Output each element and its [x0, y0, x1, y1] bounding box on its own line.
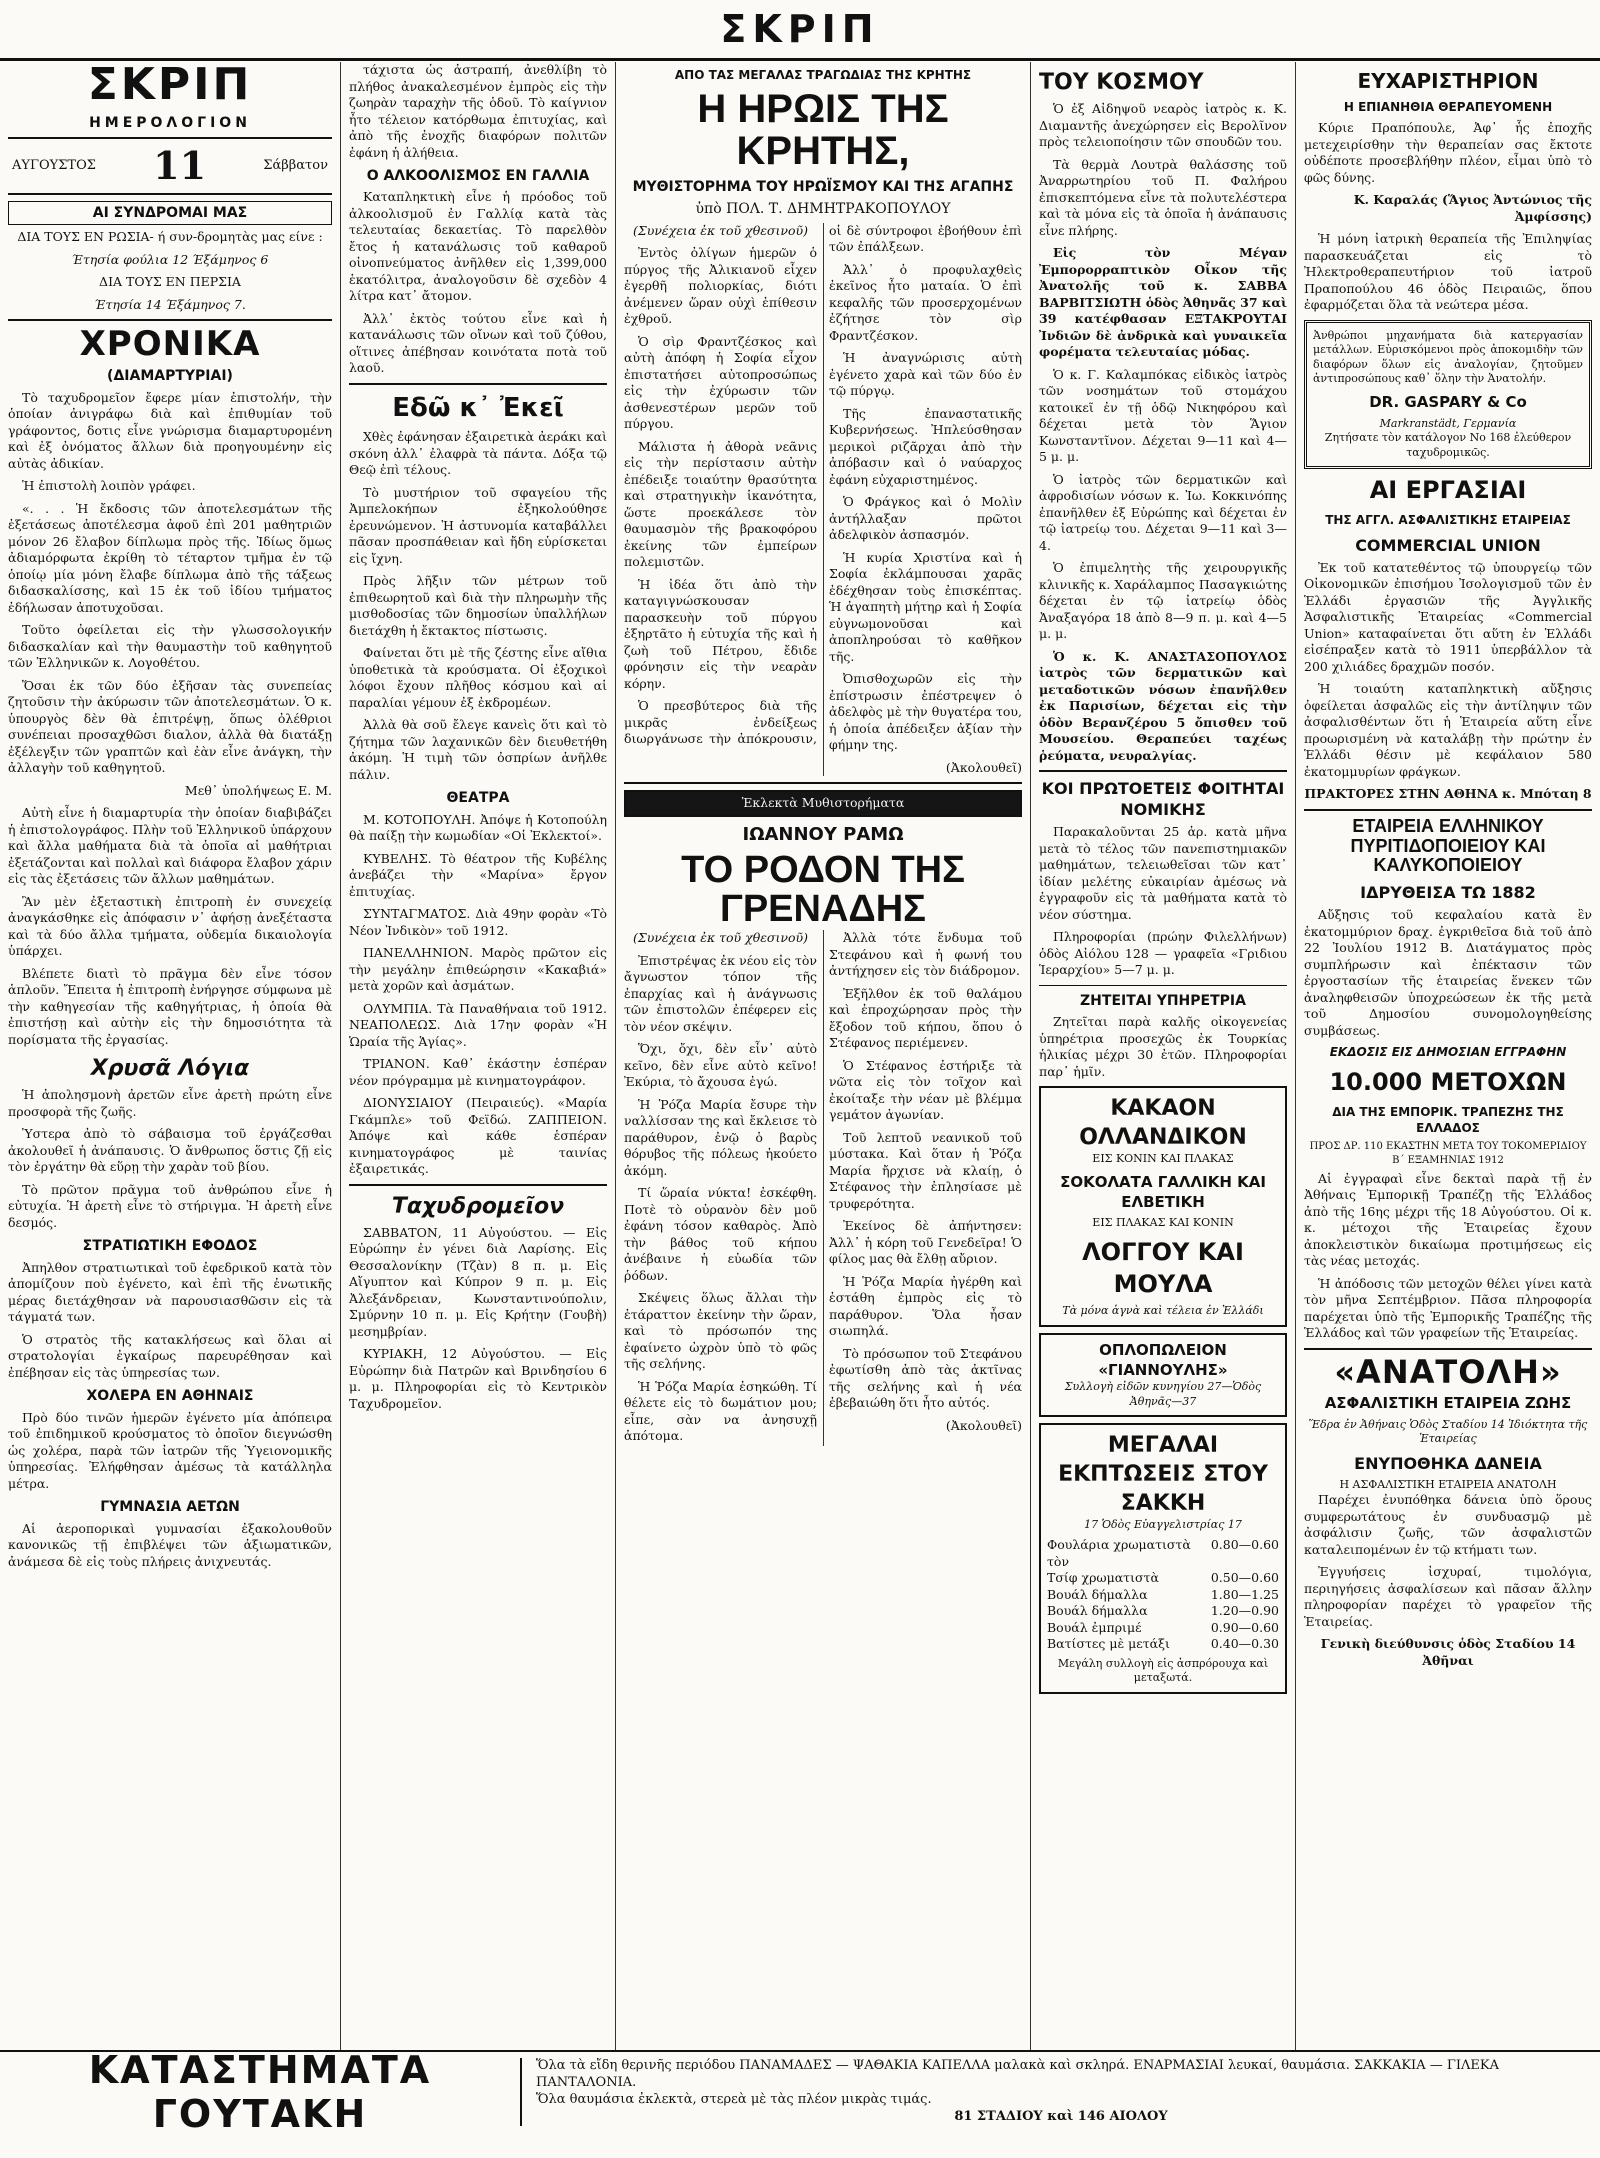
gaspary-text: Ἀνθρώποι μηχανήματα διὰ κατεργασίαν μετάλλων. Εὑρισκόμενοι πρὸς ἀποκομιδὴν τῶν διαφόρων ὅλων εἰς ἀναλογίαν, ζητοῦμεν ἀντιπροσώπους καθ᾽ ὅλην τὴν Ἀνατολήν.: [1313, 328, 1583, 386]
works-title: ΑΙ ΕΡΓΑΣΙΑΙ: [1369, 476, 1527, 505]
heroine-p11: Ὀπισθοχωρῶν εἰς τὴν ἐπίστρωσιν ἐπέστρεψεν ὁ ἀδελφὸς μὲ τὴν θυγατέρα του, ἡ ὁποία ἀπέδειξεν ἀξίαν τὴν φήμην της.: [829, 671, 1022, 753]
serial-p11: Ἐκείνος δὲ ἀπήντησεν: Ἀλλ᾽ ἡ κόρη τοῦ Γενεδεῖρα! Ὁ φίλος μας θὰ ἔλθῃ αὔριον.: [829, 1218, 1022, 1267]
cholera-title: ΧΟΛΕΡΑ ΕΝ ΑΘΗΝΑΙΣ: [86, 1388, 254, 1405]
world-p5: Ὁ ἰατρὸς τῶν δερματικῶν καὶ ἀφροδισίων νόσων κ. Ἰω. Κοκκινόπης ἐπανῆλθεν ἐξ Εὐρώπης καὶ δέχεται ἐν τῷ ἰατρείῳ του. Δέχεται 9—11 καὶ 3—4.: [1039, 471, 1287, 553]
world-p1: Ὁ ἐξ Αἰδηψοῦ νεαρὸς ἰατρὸς κ. Κ. Διαμαντῆς ἀνεχώρησεν εἰς Βερολῖνον πρὸς τελειοποίησιν τῶν σπουδῶν του.: [1039, 101, 1287, 150]
serial-p9: Ὁ Στέφανος ἐστήριξε τὰ νῶτα εἰς τὸν τοῖχον καὶ ἐκοίταξε τὴν νέαν μὲ βλέμμα γεμάτον ἀγωνίαν.: [829, 1057, 1022, 1123]
heroine-p5: Ὁ πρεσβύτερος διὰ τῆς μικρᾶς ἐνδείξεως διωργάνωσε τὴν ἀπόκρουσιν, οἱ δὲ σύντροφοι ἐβοήθουν ἐπὶ τῶν ἐπάλξεων.: [624, 222, 1022, 747]
date-month: ΑΥΓΟΥΣΤΟΣ: [12, 158, 96, 174]
goutakis-address: 81 ΣΤΑΔΙΟΥ καὶ 146 ΑΙΟΛΟΥ: [954, 2108, 1168, 2124]
works-p1: Ἐκ τοῦ κατατεθέντος τῷ ὑπουργείῳ τῶν Οἰκονομικῶν ἐπισήμου Ἰσολογισμοῦ τῶν ἐν Ἑλλάδι ἐργασιῶν τῆς Ἀγγλικῆς Ἀσφαλιστικῆς Ἑταιρείας «Commercial Union» καταφαίνεται ὅτι αὕτη ἐν Ἑλλάδι εἰσέπραξεν κατὰ τὸ 1911 ὑπερβάλλον τὰ 200 χιλιάδες δραχμῶν ποσόν.: [1304, 559, 1592, 674]
theatre-p4: ΠΑΝΕΛΛΗΝΙΟΝ. Μαρὸς πρῶτον εἰς τὴν μεγάλην ἐπιθεώρησιν «Κακαβιά» μετὰ χορῶν καὶ ἀσμάτων.: [349, 945, 607, 994]
maid-p1: Ζητεῖται παρὰ καλῆς οἰκογενείας ὑπηρέτρια προσεχῶς ἐκ Τουρκίας ἡλικίας μέχρι 30 ἐτῶν. Πληροφορίαι παρ᾽ ἡμῖν.: [1039, 1014, 1287, 1079]
heroine-p2: Ὁ σὶρ Φραντζέσκος καὶ αὐτὴ ἀπόφη ἡ Σοφία εἶχον ἐπιστατήσει αὐτοπροσώπως εἰς τὴν ἐχύρωσιν τῶν ἀσθενεστέρων μερῶν τοῦ πύργου.: [624, 333, 817, 432]
edo-title: Εδῶ κ᾽ Ἐκεῖ: [392, 392, 564, 423]
serial-author: ΙΩΑΝΝΟΥ ΡΑΜΩ: [742, 823, 904, 845]
column-center: [615, 62, 1030, 2132]
heroine-p3: Μάλιστα ἡ ἀθορὰ νεᾶνις εἰς τὴν περίστασιν αὐτὴν ἐπέδειξε τοιαύτην θρασύτητα καὶ στρατηγικὴν ἱκανότητα, ὥστε προεκάλεσε τὸν θαυμασμὸν τῆς βρακοφόρου ἐκείνης τῶν ἐμπείρων πολεμιστῶν.: [624, 438, 817, 570]
cocoa-subtitle: ΕΙΣ ΚΟΝΙΝ ΚΑΙ ΠΛΑΚΑΣ: [1092, 1152, 1234, 1166]
serial-p3: Ἡ Ῥόζα Μαρία ἔσυρε τὴν ναλλίσσαν της καὶ ἔκλεισε τὸ παράθυρον, ἐνῷ ὁ βαρὺς θόρυβος τῆς πόλεως ἠκούετο ἀκόμη.: [624, 1096, 817, 1178]
sale-address: 17 Ὁδὸς Εὐαγγελιστρίας 17: [1084, 1518, 1242, 1532]
sale-item: Βουάλ δήμαλλα 1.20—0.90: [1047, 1603, 1279, 1618]
masthead: [0, 0, 1600, 61]
chronika-title: ΧΡΟΝΙΚΑ: [79, 324, 261, 365]
cocoa-title: ΚΑΚΑΟΝ ΟΛΛΑΝΔΙΚΟΝ: [1079, 1096, 1247, 1151]
world-title: ΤΟΥ ΚΟΣΜΟΥ: [1039, 70, 1204, 95]
world-p4: Ὁ κ. Γ. Καλαμπόκας εἰδικὸς ἰατρὸς τῶν νοσημάτων τοῦ στομάχου κατοικεῖ ἐν τῇ ὁδῷ Νικηφόρου καὶ δέχεται μετὰ τὸν Ἅγιον Κωνσταντῖνον. Δέχεται 9—11 καὶ 4—5 μ. μ.: [1039, 366, 1287, 465]
masthead-title: ΣΚΡΙΠ: [720, 7, 880, 51]
heroine-body: [624, 223, 1022, 777]
gaspary-brand: DR. GASPARY & Co: [1369, 392, 1527, 411]
gaspary-address: Markranstädt, Γερμανία: [1379, 416, 1517, 430]
cart-title: ΕΤΑΙΡΕΙΑ ΕΛΛΗΝΙΚΟΥ ΠΥΡΙΤΙΔΟΠΟΙΕΙΟΥ ΚΑΙ ΚΑΛΥΚΟΠΟΙΕΙΟΥ: [1350, 815, 1546, 876]
sale-item: Τσίφ χρωματιστὰ 0.50—0.60: [1047, 1570, 1279, 1585]
students-p1: Παρακαλοῦνται 25 ἀρ. κατὰ μῆνα μετὰ τὸ τέλος τῶν πανεπιστημιακῶν μαθημάτων, τελειωθεῖσαι τῶν κατ᾽ ἰδίαν μελέτης εὐκαιρίαν ἀμέσως νὰ ἐγγραφοῦν εἰς τὰ μαθήματα κατὰ τὸ νέον σύστημα.: [1039, 824, 1287, 922]
brand-note: Τὰ μόνα ἁγνὰ καὶ τέλεια ἐν Ἑλλάδι: [1062, 1304, 1264, 1318]
logo: ΣΚΡΙΠ: [87, 62, 253, 110]
heroine-kicker: ΑΠΟ ΤΑΣ ΜΕΓΑΛΑΣ ΤΡΑΓΩΔΙΑΣ ΤΗΣ ΚΡΗΤΗΣ: [674, 68, 972, 82]
column-left: [0, 62, 340, 2132]
golden-p3: Τὸ πρῶτον πρᾶγμα τοῦ ἀνθρώπου εἶνε ἡ εὐτυχία. Ἡ ἀρετὴ εἶνε τὸ στήριγμα. Ἡ ἀρετὴ εἶνε δεσμός.: [8, 1181, 332, 1230]
alcohol-p2: Ἀλλ᾽ ἐκτὸς τούτου εἶνε καὶ ἡ κατανάλωσις τῶν οἴνων καὶ τοῦ ζύθου, οἵτινες ἀπέβησαν κοινότατα ποτὰ τοῦ λαοῦ.: [349, 310, 607, 376]
serial-p5: Σκέψεις ὅλως ἄλλαι τὴν ἐτάραττον ἐκείνην τὴν ὥραν, καὶ τὸ πρόσωπόν της ἐφαίνετο ὠχρὸν ὑπὸ τὸ φῶς τῆς σελήνης.: [624, 1290, 817, 1372]
theatre-p6: ΤΡΙΑΝΟΝ. Καθ᾽ ἑκάστην ἑσπέραν νέον πρόγραμμα μὲ κινηματογράφον.: [349, 1056, 607, 1088]
date-day: 11: [153, 142, 207, 188]
anatoli-p1: Παρέχει ἐνυπόθηκα δάνεια ὑπὸ ὅρους συμφερωτάτους ἐν συνδυασμῷ μὲ ἀσφάλισιν ζωῆς, τῶν ἀσφαλιστῶν καταλειπομένων ἐν τῷ κτήματι των.: [1304, 1492, 1592, 1557]
heroine-p10: Ἡ κυρία Χριστίνα καὶ ἡ Σοφία ἐκλάμπουσαι χαρᾶς ἐδέχθησαν τοὺς ἐπισκέπτας. Ἡ ἀγαπητὴ μήτηρ καὶ ἡ Σοφία εὐγνωμονοῦσαι καὶ ἀποπληρούσαι τὸ καθῆκον τῆς.: [829, 549, 1022, 664]
mail-p2: ΚΥΡΙΑΚΗ, 12 Αὐγούστου. — Εἰς Εὐρώπην διὰ Πατρῶν καὶ Βρινδησίου 6 μ. μ. Πληροφορίαι εἰς τὸ Κεντρικὸν Ταχυδρομεῖον.: [349, 1346, 607, 1411]
edo-p2: Τὸ μυστήριον τοῦ σφαγείου τῆς Ἀμπελοκήπων ἐξηκολούθησε ἐρευνώμενον. Ἡ ἀστυνομία καταβάλλει πᾶσαν προσπάθειαν καὶ ἤδη εὑρίσκεται εἰς ἴχνη.: [349, 484, 607, 566]
heroine-p7: Ἡ ἀναγνώρισις αὐτὴ ἐγένετο χαρὰ καὶ τῶν δύο ἐν τῷ πύργῳ.: [829, 350, 1022, 399]
alcohol-title: Ο ΑΛΚΟΟΛΙΣΜΟΣ ΕΝ ΓΑΛΛΙΑ: [366, 168, 590, 184]
anatoli-address: Ἕδρα ἐν Ἀθήναις Ὁδὸς Σταδίου 14 Ἰδιόκτητα τῆς Ἑταιρείας: [1308, 1417, 1588, 1446]
theatre-p1: Μ. ΚΟΤΟΠΟΥΛΗ. Ἀπόψε ἡ Κοτοπούλη θὰ παίξῃ τὴν κωμωδίαν «Οἱ Ἐκλεκτοί».: [349, 811, 607, 844]
goutakis-line-2: Ὅλα θαυμάσια ἐκλεκτὰ, στερεὰ μὲ τὰς πλέον μικρὰς τιμάς.: [536, 2092, 932, 2107]
serial-p8: Ἐξῆλθον ἐκ τοῦ θαλάμου καὶ ἐπροχώρησαν πρὸς τὴν ἔξοδον τοῦ κήπου, ὅπου ὁ Στέφανος περιέμενεν.: [829, 985, 1022, 1051]
works-agents: ΠΡΑΚΤΟΡΕΣ ΣΤΗΝ ΑΘΗΝΑ κ. Μπόταη 8: [1304, 786, 1592, 802]
chronika-p3: «. . . Ἡ ἔκδοσις τῶν ἀποτελεσμάτων τῆς ἐξετάσεως ἀποτέλεσμα ἀφοῦ ἐπὶ 201 μαθητριῶν μόνον 26 ἔλαβον δίπλωμα πρὸς τῆς. Ἰδίως ὅμως ἀδιαμόρφωτα ἐκρίθη τὸ τέταρτον τμῆμα ἐν τῷ ὁποίῳ μία μόνη ἔλαβε δίπλωμα ἀπὸ τῆς τάξεως διδασκαλίσσης, καὶ 15 ἐκ τοῦ ἰδίου τμήματος ἐδήλωσαν ἀποτυχοῦσαι.: [8, 500, 332, 615]
theatre-p2: ΚΥΒΕΛΗΣ. Τὸ θέατρον τῆς Κυβέλης ἀνεβάζει τὴν «Μαρίνα» ἔργον ἐπιτυχίας.: [349, 850, 607, 899]
thanks-p1: Κύριε Πραπόπουλε, Ἀφ᾽ ἧς ἐποχῆς μετεχειρίσθην τὴν θεραπείαν σας ἔκτοτε οὐδέποτε προσεβλήθην πλέον, εἶμαι ὑπὸ τὸ φῶς δύνης.: [1304, 120, 1592, 185]
goutakis-details: [520, 2058, 1600, 2126]
heroine-p6: Ἀλλ᾽ ὁ προφυλαχθεὶς ἐκεῖνος ἦτο ματαία. Ὁ ἐπὶ κεφαλῆς τῶν προσερχομένων ἐζήτησε τὸν σὶρ Φραντζέσκον.: [829, 261, 1022, 343]
theatre-p5: ΟΛΥΜΠΙΑ. Τὰ Παναθήναια τοῦ 1912. ΝΕΑΠΟΛΕΩΣ. Διὰ 17ην φορὰν «Ἡ Ὡραία τῆς Ἁγίας».: [349, 1000, 607, 1049]
heroine-subtitle: ΜΥΘΙΣΤΟΡΗΜΑ ΤΟΥ ΗΡΩΪΣΜΟΥ ΚΑΙ ΤΗΣ ΑΓΑΠΗΣ: [632, 178, 1014, 195]
golden-p2: Ὑστερα ἀπὸ τὸ σάβαισμα τοῦ ἐργάζεσθαι ἀκολουθεῖ ἡ ἀνάπαυσις. Ὁ ἄνθρωπος ὅστις ζῇ εἰς τὸν ἐργάτην θὰ εὕρῃ τὴν χαρὰν τοῦ βίου.: [8, 1126, 332, 1175]
cart-shares: 10.000 ΜΕΤΟΧΩΝ: [1329, 1068, 1567, 1097]
world-p3: Εἰς τὸν Μέγαν Ἐμπορορραπτικὸν Οἶκον τῆς Ἀνατολῆς τοῦ κ. ΣΑΒΒΑ ΒΑΡΒΙΤΣΙΩΤΗ ὁδὸς Ἀθηνᾶς 37 καὶ 39 κατέφθασαν ΕΞΤΑΚΡΟΥΤΑΙ Ἰνδιῶν δὲ ἀνδρικὰ καὶ γυναικεῖα φορέματα τελευταίας μόδας.: [1039, 245, 1287, 360]
golden-title: Χρυσᾶ Λόγια: [90, 1056, 250, 1082]
cholera-p1: Πρὸ δύο τινῶν ἡμερῶν ἐγένετο μία ἀπόπειρα τοῦ ἐπιδημικοῦ κρούσματος τὸ ὁποῖον διεγνώσθη ὡς χολέρα, παρὰ τῶν ἰατρῶν τῆς Ὑγειονομικῆς ὑπηρεσίας. Ἐλήφθησαν ἀμέσως τὰ κατάλληλα μέτρα.: [8, 1409, 332, 1491]
cocoa-ad: [1039, 1086, 1287, 1327]
calendar-label: ΗΜΕΡΟΛΟΓΙΟΝ: [89, 115, 251, 132]
sale-title: ΜΕΓΑΛΑΙ ΕΚΠΤΩΣΕΙΣ ΣΤΟΥ ΣΑΚΚΗ: [1058, 1433, 1268, 1517]
chronika-p7: Ἂν μὲν ἐξεταστικὴ ἐπιτροπὴ ἐν συνεχείᾳ ἀναγκάσθηκε εἰς ἀπόφασιν ν᾽ ἀφήσῃ ἀνεξέταστα καὶ τὰ δύο ἄλλα τμήματα, οὐδεμία δικαιολογία ὑπάρχει.: [8, 893, 332, 959]
sub-persia: ΔΙΑ ΤΟΥΣ ΕΝ ΠΕΡΣΙΑ: [99, 274, 241, 290]
theatre-p7: ΔΙΟΝΥΣΙΑΙΟΥ (Πειραιεύς). «Μαρία Γκάμπλε» τοῦ Φεϊδώ. ΖΑΠΠΕΙΟΝ. Ἀπόψε καὶ κάθε ἑσπέραν κινηματογράφος μὲ ταινίας ἐξαιρετικάς.: [349, 1095, 607, 1177]
works-brand: COMMERCIAL UNION: [1355, 535, 1541, 555]
cart-p3: Ἡ ἀπόδοσις τῶν μετοχῶν θέλει γίνει κατὰ τὸν μῆνα Σεπτέμβριον. Πᾶσα πληροφορία παρέχεται ὑπὸ τῆς Ἐμπορικῆς Τραπέζης τῆς Ἑλλάδος καὶ τῶν γραφείων τῆς Ἑταιρείας.: [1304, 1275, 1592, 1341]
chronika-p1: Τὸ ταχυδρομεῖον ἔφερε μίαν ἐπιστολήν, τὴν ὁποίαν ἀνιγράφω διὰ καὶ ἐπιθυμίαν τοῦ γράφοντος, δοτις εἶνε γνώρισμα διαμαρτυρομένη καὶ ἐξ ὀνόματος ἄλλων διὰ προηγουμένην εἰς αὐτὰς ἀδικίαν.: [8, 389, 332, 471]
cart-issue: ΕΚΔΟΣΙΣ ΕΙΣ ΔΗΜΟΣΙΑΝ ΕΓΓΡΑΦΗΝ: [1329, 1045, 1567, 1060]
maid-title: ΖΗΤΕΙΤΑΙ ΥΠΗΡΕΤΡΙΑ: [1080, 992, 1246, 1009]
brand-name: ΛΟΓΓΟΥ ΚΑΙ ΜΟΥΛΑ: [1082, 1237, 1244, 1298]
gun-subtitle: Συλλογὴ εἰδῶν κυνηγίου 27—Ὁδὸς Ἀθηνᾶς—37: [1064, 1380, 1262, 1408]
gym-p1: Αἱ ἀεροπορικαὶ γυμνασίαι ἐξακολουθοῦν κανονικῶς τῇ ἐπιβλέψει τῶν ἀξιωματικῶν, ἀνάμεσα δὲ εἰς τοὺς πλήρεις ἀνιχνευτάς.: [8, 1520, 332, 1569]
chronika-p8: Βλέπετε διατὶ τὸ πρᾶγμα δὲν εἶνε τόσον ἁπλοῦν. Ἔπειτα ἡ ἐπιτροπὴ ἐνήργησε σύμφωνα μὲ τὴν καθηγεσίαν τῆς καθηγήτριας, ἡ ὁποία θὰ ἐπιστήσῃ καὶ αὐτὴν εἰς τὴν δημοσιότητα τὰ πορίσματα τῆς ἐργασίας.: [8, 965, 332, 1047]
chronika-sign: Μεθ᾽ ὑπολήψεως Ε. Μ.: [184, 782, 332, 798]
heroine-author: ὑπὸ ΠΟΛ. Τ. ΔΗΜΗΤΡΑΚΟΠΟΥΛΟΥ: [695, 201, 951, 218]
heroine-p4: Ἡ ἰδέα ὅτι ἀπὸ τὴν καταγιγνώσκουσαν παρασκευὴν τοῦ πύργου ἐξηρτᾶτο ἡ εὐτυχία τῆς καὶ ἡ ζωὴ τοῦ Πέτρου, ἔδιδε φρόνησιν εἰς τὴν νεαρὰν κόρην.: [624, 576, 817, 691]
world-p6: Ὁ ἐπιμελητὴς τῆς χειρουργικῆς κλινικῆς κ. Χαράλαμπος Πασαγκιώτης δέχεται ἐν τῷ ἰατρείῳ ὁδὸς Ἀναξαγόρα 18 ἀπὸ 8—9 π. μ. καὶ 4—5 μ. μ.: [1039, 560, 1287, 642]
sub-russia: ΔΙΑ ΤΟΥΣ ΕΝ ΡΩΣΙΑ- ή συν-δρομητὰς μας είνε :: [17, 229, 323, 245]
works-p2: Ἡ τοιαύτη καταπληκτικὴ αὔξησις ὀφείλεται ἀσφαλῶς εἰς τὴν ἀντίληψιν τῶν ἀσφαλισθέντων ὅτι ἡ Ἑταιρεία αὕτη εἶνε προωρισμένη νὰ καταλάβῃ τὴν πρώτην ἐν Ἑλλάδι θέσιν μὲ κεφάλαιον 580 ἑκατομμυρίων φράγκων.: [1304, 681, 1592, 779]
military-p1: Ἀπηλθον στρατιωτικαὶ τοῦ ἐφεδρικοῦ κατὰ τὸν ἀπομίζουν ποὺ ἐγένετο, καὶ ἐπὶ τῆς ἐνωτικῆς μέρας διετάχθησαν νὰ παρουσιασθῶσιν εἰς τὰ τάγματά των.: [8, 1259, 332, 1325]
cart-bank: ΔΙΑ ΤΗΣ ΕΜΠΟΡΙΚ. ΤΡΑΠΕΖΗΣ ΤΗΣ ΕΛΛΑΔΟΣ: [1332, 1104, 1564, 1135]
anatoli-company: Η ΑΣΦΑΛΙΣΤΙΚΗ ΕΤΑΙΡΕΙΑ ΑΝΑΤΟΛΗ: [1339, 1477, 1557, 1491]
heroine-end: (Ἀκολουθεῖ): [945, 759, 1022, 775]
students-p2: Πληροφορίαι (πρώην Φιλελλήνων) ὁδὸς Αἰόλου 128 — γραφεῖα «Γριδιου Ἱεραρχίου» 5—7 μ. μ.: [1039, 929, 1287, 978]
serial-p1: Ἐπιστρέψας ἐκ νέου εἰς τὸν ἄγνωστον τόπον τῆς ἐπαρχίας καὶ ἡ ἀνάγνωσις τῶν ἐπιστολῶν ἐπέφερεν εἰς τὸν νέον σκέψιν.: [624, 952, 817, 1034]
military-p2: Ὁ στρατὸς τῆς κατακλήσεως καὶ ὅλαι αἱ στρατολογίαι ἐγκαίρως παρευρέθησαν καὶ ἐπέβησαν εἰς τὰς ὑπηρεσίας των.: [8, 1331, 332, 1380]
heroine-cont: (Συνέχεια ἐκ τοῦ χθεσινοῦ): [633, 222, 808, 238]
serial-p4: Τί ὥραία νύκτα! ἐσκέφθη. Ποτὲ τὸ οὐρανὸν δὲν μοῦ ἐφάνη τόσον καθαρὸς. Ἀπὸ τὴν βάθος τοῦ κήπου ἀνέβαινε ἡ εὐωδία τῶν ῥόδων.: [624, 1185, 817, 1283]
column-right: [1295, 62, 1600, 2132]
cart-price: ΠΡΟΣ ΔΡ. 110 ΕΚΑΣΤΗΝ ΜΕΤΑ ΤΟΥ ΤΟΚΟΜΕΡΙΔΙΟΥ Β΄ ΕΞΑΜΗΝΙΑΣ 1912: [1309, 1141, 1587, 1166]
subscriptions-title: ΑΙ ΣΥΝΔΡΟΜΑΙ ΜΑΣ: [8, 201, 332, 225]
heroine-p8: Τῆς ἐπαναστατικῆς Κυβερνήσεως. Ἠπλεύσθησαν μερικοὶ ριζᾶρχαι ἀπὸ τὴν ἀπόβασιν καὶ ὁ ναύαρχος ἐφάνη εὐχαριστημένος.: [829, 405, 1022, 487]
sale-item: Βουάλ ἐμπριμέ 0.90—0.60: [1047, 1619, 1279, 1635]
golden-p1: Ἡ ἀπολησμονὴ ἀρετῶν εἶνε ἀρετὴ πρώτη εἶνε προσφορὰ τῆς ζωῆς.: [8, 1087, 332, 1119]
sale-note: Μεγάλη συλλογὴ εἰς ἀσπρόρουχα καὶ μεταξωτά.: [1057, 1656, 1269, 1685]
thanks-subtitle: Η ΕΠΙΑΝΗΘΙΑ ΘΕΡΑΠΕΥΟΜΕΝΗ: [1343, 100, 1553, 115]
mail-p1: ΣΑΒΒΑΤΟΝ, 11 Αὐγούστου. — Εἰς Εὐρώπην ἐν γένει διὰ Λαρίσης. Εἰς Θεσσαλονίκην (Τζὰν) 8 π. μ. Εἰς Αἴγυπτον καὶ Κύπρον 9 π. μ. Εἰς Ἀλεξάνδρειαν, Κωνσταντινούπολιν, Σμύρνην 10 π. μ. Εἰς Κρήτην (Γουβὴ) μεσημβρίαν.: [349, 1224, 607, 1339]
serial-p13: Τὸ πρόσωπον τοῦ Στεφάνου ἐφωτίσθη ἀπὸ τὰς ἀκτῖνας τῆς σελήνης καὶ ἡ νέα ἐβεβαιώθη ὅτι ἦτο αὐτός.: [829, 1345, 1022, 1411]
chronika-p4: Τοῦτο ὀφείλεται εἰς τὴν γλωσσολογικήν διδασκαλίαν καὶ τὴν θαυμαστὴν τοῦ καθηγητοῦ τῶν Ἑλληνικῶν κ. Λογοθέτου.: [8, 622, 332, 671]
chronika-subtitle: (ΔΙΑΜΑΡΤΥΡΙΑΙ): [107, 368, 233, 385]
date-box: [8, 137, 332, 195]
sale-ad: [1039, 1423, 1287, 1693]
heroine-p1: Ἐντὸς ὀλίγων ἡμερῶν ὁ πύργος τῆς Ἀλικιανοῦ εἶχεν ἐγερθῆ πολιορκίας, διότι ἀνέμενεν ὥραν οὐχὶ ἐπίθεσιν ἐχθροῦ.: [624, 245, 817, 327]
chronika-p6: Αὐτὴ εἶνε ἡ διαμαρτυρία τὴν ὁποίαν διαβιβάζει ἡ ἐπιστολογράφος. Πλὴν τοῦ Ἑλληνικοῦ ὑπάρχουν καὶ ἄλλα μαθήματα διὰ τὰ ὁποῖα αἱ μαθήτριαι ἐξετάζονται καὶ πολλαὶ καὶ διάφορα ἔλαβον χάριν εἰς τὰς ἐξετάσεις τῶν ἄλλων μαθημάτων.: [8, 805, 332, 887]
gaspary-ad: [1304, 320, 1592, 469]
serial-end: (Ἀκολουθεῖ): [945, 1417, 1022, 1433]
goutakis-line-1: Ὅλα τὰ εἴδη θερινῆς περιόδου ΠΑΝΑΜΑΔΕΣ — ΨΑΘΑΚΙΑ ΚΑΠΕΛΛΑ μαλακὰ καὶ σκληρά. ΕΝΑΡΜΑΣΙΑΙ λευκαί, θαυμάσια. ΣΑΚΚΑΚΙΑ — ΓΙΛΕΚΑ ΠΑΝΤΑΛΟΝΙΑ.: [536, 2058, 1499, 2091]
thanks-title: ΕΥΧΑΡΙΣΤΗΡΙΟΝ: [1357, 69, 1539, 93]
chronika-p5: Ὅσαι ἐκ τῶν δύο ἐξῆσαν τὰς συνεπείας ζητοῦσιν τὴν ἀκύρωσιν τῶν ἀποτελεσμάτων. Ὁ κ. ὑπουργὸς δὲν θὰ ἐπιτρέψῃ, ὅπως ὀλέθριοι συνέπειαι προσαχθῶσι διαλον, ἀλλὰ θὰ διατάξῃ ἐξέλεγξιν τῶν γραπτῶν καὶ ἐὰν εἶνε ἀνάγκη, τὴν ἀλλαγὴν τοῦ καθηγητοῦ.: [8, 677, 332, 776]
heroine-title: Η ΗΡΩΙΣ ΤΗΣ ΚΡΗΤΗΣ,: [697, 86, 949, 173]
military-title: ΣΤΡΑΤΙΩΤΙΚΗ ΕΦΟΔΟΣ: [82, 1238, 258, 1255]
bottom-ad-band: [0, 2048, 1600, 2136]
alcohol-p1: Καταπληκτικὴ εἶνε ἡ πρόοδος τοῦ ἀλκοολισμοῦ ἐν Γαλλίᾳ κατὰ τὰς τελευταίας δεκαετίας. Τὸ παρελθὸν ἔτος ἡ κατανάλωσις τοῦ καθαροῦ οἰνοπνεύματος ἀνῆλθεν εἰς 1,399,000 ἑκατόλιτρα, ἀναλογοῦσιν δὲ σχεδὸν 4 λίτρα κατ᾽ ἄτομον.: [349, 189, 607, 304]
edo-p3: Πρὸς λῆξιν τῶν μέτρων τοῦ ἐπιθεωρητοῦ καὶ διὰ τὴν πληρωμὴν τῆς μισθοδοσίας τῶν δημοσίων ὑπαλλήλων διετάχθη ἡ ἔκτακτος πίστωσις.: [349, 573, 607, 638]
sub-persia-date: Έτησία 14 Έξάμηνος 7.: [94, 296, 246, 312]
edo-p1: Χθὲς ἐφάνησαν ἐξαιρετικὰ ἀεράκι καὶ σκόνη ἀλλ᾽ ἐλαφρὰ τὰ πάντα. Δόξα τῷ Θεῷ ἐπὶ τέλους.: [349, 429, 607, 478]
serial-kicker: Ἐκλεκτὰ Μυθιστορήματα: [624, 790, 1022, 817]
serial-title: ΤΟ ΡΟΔΟΝ ΤΗΣ ΓΡΕΝΑΔΗΣ: [681, 848, 965, 931]
gun-title: ΟΠΛΟΠΩΛΕΙΟΝ «ΓΙΑΝΝΟΥΛΗΣ»: [1098, 1340, 1228, 1379]
chronika-p2: Ἡ ἐπιστολὴ λοιπὸν γράφει.: [22, 478, 196, 494]
world-p7: Ὁ κ. Κ. ΑΝΑΣΤΑΣΟΠΟΥΛΟΣ ἰατρὸς τῶν δερματικῶν καὶ μεταδοτικῶν νόσων ἐπανῆλθεν ἐκ Παρισίων, δέχεται εἰς τὴν ὁδὸν Βερανζέρου 5 ὄπισθεν τοῦ Μουσείου. Θεραπεύει ταχέως ῥεύματα, νευραλγίας.: [1039, 648, 1287, 763]
sale-list: [1047, 1537, 1279, 1653]
serial-p7: Ἀλλὰ τότε ἔνδυμα τοῦ Στεφάνου καὶ ἡ φωνή του ἀντήχησεν εἰς τὸν διάδρομον.: [829, 930, 1022, 979]
anatoli-subtitle: ΑΣΦΑΛΙΣΤΙΚΗ ΕΤΑΙΡΕΙΑ ΖΩΗΣ: [1324, 1393, 1572, 1412]
theatre-title: ΘΕΑΤΡΑ: [446, 790, 510, 807]
serial-p10: Τοῦ λεπτοῦ νεανικοῦ τοῦ μύστακα. Καὶ ὅταν ἡ Ῥόζα Μαρία ἤρχισε νὰ κλαίῃ, ὁ Στέφανος τὴν ἐπλησίασε μὲ τρυφερότητα.: [829, 1129, 1022, 1211]
sale-item: Βουάλ δήμαλλα 1.80—1.25: [1047, 1586, 1279, 1602]
gaspary-catalogue: Ζητήσατε τὸν κατάλογον No 168 ἐλεύθερον ταχυδρομικῶς.: [1324, 431, 1572, 459]
column-second: [340, 62, 615, 2132]
sub-russia-date: Έτησία φούλια 12 Έξάμηνος 6: [71, 251, 269, 267]
serial-p2: Ὅχι, ὄχι, δὲν εἶν᾽ αὐτὸ κεῖνο, δὲν εἶνε αὐτὸ κεῖνο! Ἐκύρια, τὸ ἄχουσα ἐγώ.: [624, 1041, 817, 1090]
gym-title: ΓΥΜΝΑΣΙΑ ΑΕΤΩΝ: [100, 1499, 240, 1516]
anatoli-title: «ΑΝΑΤΟΛΗ»: [1334, 1352, 1562, 1391]
choc-subtitle: ΕΙΣ ΠΛΑΚΑΣ ΚΑΙ ΚΟΝΙΝ: [1092, 1216, 1234, 1230]
goutakis-shops: ΚΑΤΑΣΤΗΜΑΤΑ ΓΟΥΤΑΚΗ: [88, 2048, 432, 2136]
cart-year: ΙΔΡΥΘΕΙΣΑ ΤΩ 1882: [1360, 883, 1536, 903]
anatoli-p2: Ἐγγυήσεις ἰσχυραί, τιμολόγια, περιηγήσεις ἀσφαλίσεων καὶ πᾶσαν ἄλλην πληροφορίαν παρέχει τὸ γραφεῖον τῆς Ἑταιρείας.: [1304, 1564, 1592, 1629]
theatre-p3: ΣΥΝΤΑΓΜΑΤΟΣ. Διὰ 49ην φορὰν «Τὸ Νέον Ἰνδικὸν» τοῦ 1912.: [349, 906, 607, 938]
col2-intro: τάχιστα ὡς ἀστραπή, ἀνεθλίβη τὸ πλήθος ἀνακαλεσμένον ἐμπρὸς εἰς τὴν ζωηρὰν ταραχὴν τῆς ὁδοῦ. Τὸ καίγνιον ἦτο τέλειον κατόρθωμα ἐπιτυχίας, καὶ ἀπὸ τῆς ἐνοχῆς διαφόρων πολιτῶν ἐφάνη ἡ ἀλήθεια.: [349, 62, 607, 160]
edo-p4: Φαίνεται ὅτι μὲ τῆς ζέστης εἶνε αἴθια ὑποθετικὰ τὰ κρούσματα. Οἱ ἐξοχικοὶ λόφοι ἔχουν πλῆθος κόσμου καὶ αἱ παραλίαι γέμουν ἐξ ἐκδρομέων.: [349, 645, 607, 710]
serial-p6: Ἡ Ῥόζα Μαρία ἐσηκώθη. Τί θέλετε εἰς τὸ δωμάτιον μου; εἶπε, σὰν να ἀνησυχῇ ἀπότομα.: [624, 1378, 817, 1444]
thanks-sign: Κ. Καραλάς (Ἅγιος Ἀντώνιος τῆς Ἀμφίσσης): [1353, 192, 1592, 224]
serial-body: [624, 930, 1022, 1445]
column-fourth: [1030, 62, 1295, 2132]
mail-title: Ταχυδρομεῖον: [391, 1193, 565, 1219]
thanks-p2: Ἡ μόνη ἰατρικὴ θεραπεία τῆς Ἐπιληψίας παρασκευάζεται εἰς τὸ Ἠλεκτροθεραπευτήριον τοῦ ἰατροῦ Πραποπούλου 46 ὁδὸς Πειραιῶς, ὅπου ἐφαρμόζεται ὅλα τὰ νεώτερα μέσα.: [1304, 231, 1592, 313]
edo-p5: Ἀλλὰ θὰ σοῦ ἔλεγε κανεὶς ὅτι καὶ τὸ ζήτημα τῶν λαχανικῶν δὲν διευθετήθη ἀκόμη. Ἡ τιμὴ τῶν ὀσπρίων ἀνῆλθε πάλιν.: [349, 717, 607, 782]
serial-cont: (Συνέχεια ἐκ τοῦ χθεσινοῦ): [633, 930, 808, 946]
world-p2: Τὰ θερμὰ Λουτρὰ θαλάσσης τοῦ Ἀναρρωτηρίου τοῦ Π. Φαλήρου ἐπισκεπτόμενα εἶνε τὰ πολυτελέστερα καὶ τὰ μόνα εἰς τὰ ὁποῖα ἡ ἀνάπαυσις εἶνε πλήρης.: [1039, 156, 1287, 238]
anatoli-loans: ΕΝΥΠΟΘΗΚΑ ΔΑΝΕΙΑ: [1354, 1453, 1542, 1473]
students-title: ΚΟΙ ΠΡΩΤΟΕΤΕΙΣ ΦΟΙΤΗΤΑΙ ΝΟΜΙΚΗΣ: [1041, 779, 1285, 820]
works-subtitle: ΤΗΣ ΑΓΓΛ. ΑΣΦΑΛΙΣΤΙΚΗΣ ΕΤΑΙΡΕΙΑΣ: [1325, 512, 1571, 527]
serial-p12: Ἡ Ῥόζα Μαρία ἠγέρθη καὶ ἐστάθη ἐμπρὸς εἰς τὸ παράθυρον. Ὅλα ἦσαν σιωπηλά.: [829, 1273, 1022, 1339]
gun-ad: [1039, 1333, 1287, 1418]
sale-item: Φουλάρια χρωματιστὰ τὸν 0.80—0.60: [1047, 1537, 1279, 1569]
anatoli-direction: Γενικὴ διεύθυνσις ὁδὸς Σταδίου 14 Ἀθῆναι: [1320, 1636, 1576, 1668]
heroine-p9: Ὁ Φράγκος καὶ ὁ Μολὶν ἀντήλλαξαν πρῶτοι ἀδελφικὸν ἀσπασμόν.: [829, 494, 1022, 543]
date-weekday: Σάββατον: [263, 158, 328, 174]
choc-title: ΣΟΚΟΛΑΤΑ ΓΑΛΛΙΚΗ ΚΑΙ ΕΛΒΕΤΙΚΗ: [1060, 1172, 1266, 1211]
cart-p2: Αἱ ἐγγραφαὶ εἶνε δεκταὶ παρὰ τῇ ἐν Ἀθήναις Ἐμπορικῇ Τραπέζῃ τῆς Ἑλλάδος ἀπὸ τῆς 16ης μέχρι τῆς 18 Αὐγούστου. Οἱ κ. κ. μέτοχοι τῆς Ἑταιρείας ἔχουν ἀποκλειστικὸν δικαίωμα προτιμήσεως εἰς τὰς νέας μετοχάς.: [1304, 1170, 1592, 1269]
cart-p1: Αὔξησις τοῦ κεφαλαίου κατὰ ἓν ἑκατομμύριον δραχ. ἐγκριθεῖσα διὰ τοῦ ἀπὸ 22 Ἰουλίου 1912 Β. Διατάγματος πρὸς συμπλήρωσιν καὶ ἐπέκτασιν τῶν ἐργοστασίων τῆς ἑταιρείας ἕνεκεν τῶν ἀναληφθεισῶν ὑποχρεώσεων ἐκ τῆς μετὰ τοῦ Δημοσίου συνομολογηθείσης συμβάσεως.: [1304, 907, 1592, 1038]
sale-item: Βατίστες μὲ μετάξι 0.40—0.30: [1047, 1636, 1279, 1651]
